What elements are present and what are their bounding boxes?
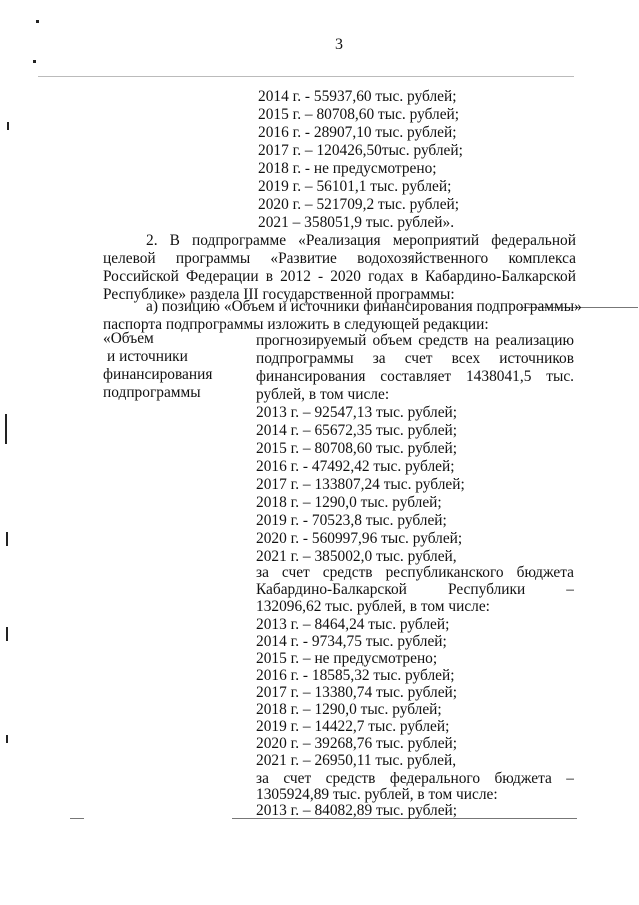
paragraph-2-line: 2. В подпрограмме «Реализация мероприятий федеральной bbox=[146, 232, 576, 249]
top-list-item: 2019 г. – 56101,1 тыс. рублей; bbox=[258, 178, 452, 195]
federal-intro-line: за счет средств федерального бюджета – bbox=[256, 770, 574, 787]
republic-list-item: 2021 г. – 26950,11 тыс. рублей, bbox=[256, 752, 457, 769]
top-list-item: 2018 г. - не предусмотрено; bbox=[258, 160, 437, 177]
republic-list-item: 2019 г. – 14422,7 тыс. рублей; bbox=[256, 718, 450, 735]
scan-mark bbox=[7, 122, 9, 130]
left-label-line: «Объем bbox=[103, 330, 154, 347]
total-list-item: 2018 г. – 1290,0 тыс. рублей; bbox=[256, 494, 442, 511]
page-number: 3 bbox=[335, 36, 343, 53]
intro-line: финансирования составляет 1438041,5 тыс. bbox=[256, 368, 574, 385]
paragraph-2-line: Российской Федерации в 2012 - 2020 годах в Кабардино-Балкарской bbox=[103, 268, 576, 285]
top-list-item: 2017 г. – 120426,50тыс. рублей; bbox=[258, 142, 463, 159]
item-a-line: а) позицию «Объем и источники финансирования подпрограммы» bbox=[146, 298, 582, 315]
republic-list-item: 2013 г. – 8464,24 тыс. рублей; bbox=[256, 616, 450, 633]
scan-mark bbox=[36, 20, 39, 23]
republic-list-item: 2017 г. – 13380,74 тыс. рублей; bbox=[256, 684, 458, 701]
intro-line: рублей, в том числе: bbox=[256, 386, 390, 403]
republic-list-item: 2014 г. - 9734,75 тыс. рублей; bbox=[256, 633, 447, 650]
scan-line-top bbox=[38, 76, 574, 77]
total-list-item: 2013 г. – 92547,13 тыс. рублей; bbox=[256, 404, 458, 421]
top-list-item: 2015 г. – 80708,60 тыс. рублей; bbox=[258, 106, 460, 123]
item-a-line: паспорта подпрограммы изложить в следующей редакции: bbox=[103, 316, 489, 333]
scan-mark bbox=[5, 414, 7, 444]
paragraph-2-line: Республике» раздела III государственной программы: bbox=[103, 286, 455, 303]
top-list-item: 2020 г. – 521709,2 тыс. рублей; bbox=[258, 196, 460, 213]
left-label-line: подпрограммы bbox=[103, 384, 201, 401]
total-list-item: 2016 г. - 47492,42 тыс. рублей; bbox=[256, 458, 455, 475]
left-label-line: финансирования bbox=[103, 366, 213, 383]
intro-line: подпрограммы за счет всех источников bbox=[256, 350, 574, 367]
republic-list-item: 2018 г. – 1290,0 тыс. рублей; bbox=[256, 701, 442, 718]
republic-intro-line: за счет средств республиканского бюджета bbox=[256, 564, 574, 581]
scan-mark bbox=[6, 627, 8, 641]
republic-intro-line: 132096,62 тыс. рублей, в том числе: bbox=[256, 598, 490, 615]
scan-mark bbox=[33, 60, 36, 63]
federal-list-item: 2013 г. – 84082,89 тыс. рублей; bbox=[256, 802, 458, 819]
total-list-item: 2015 г. – 80708,60 тыс. рублей; bbox=[256, 440, 458, 457]
republic-list-item: 2015 г. – не предусмотрено; bbox=[256, 650, 438, 667]
total-list-item: 2014 г. – 65672,35 тыс. рублей; bbox=[256, 422, 458, 439]
scan-mark bbox=[6, 532, 8, 546]
republic-intro-line: Кабардино-Балкарской Республики – bbox=[256, 581, 574, 598]
federal-intro-line: 1305924,89 тыс. рублей, в том числе: bbox=[256, 786, 498, 803]
total-list-item: 2020 г. - 560997,96 тыс. рублей; bbox=[256, 530, 463, 547]
intro-line: прогнозируемый объем средств на реализацию bbox=[256, 332, 574, 349]
republic-list-item: 2016 г. - 18585,32 тыс. рублей; bbox=[256, 667, 455, 684]
total-list-item: 2021 г. – 385002,0 тыс. рублей, bbox=[256, 548, 457, 565]
paragraph-2-line: целевой программы «Развитие водохозяйственного комплекса bbox=[103, 250, 576, 267]
total-list-item: 2019 г. - 70523,8 тыс. рублей; bbox=[256, 512, 447, 529]
top-list-item: 2021 – 358051,9 тыс. рублей». bbox=[258, 214, 455, 231]
total-list-item: 2017 г. – 133807,24 тыс. рублей; bbox=[256, 476, 465, 493]
republic-list-item: 2020 г. – 39268,76 тыс. рублей; bbox=[256, 735, 458, 752]
left-label-line: и источники bbox=[107, 348, 188, 365]
top-list-item: 2014 г. - 55937,60 тыс. рублей; bbox=[258, 88, 457, 105]
scan-mark bbox=[6, 735, 8, 743]
scan-line-bottom bbox=[70, 818, 84, 819]
top-list-item: 2016 г. - 28907,10 тыс. рублей; bbox=[258, 124, 457, 141]
